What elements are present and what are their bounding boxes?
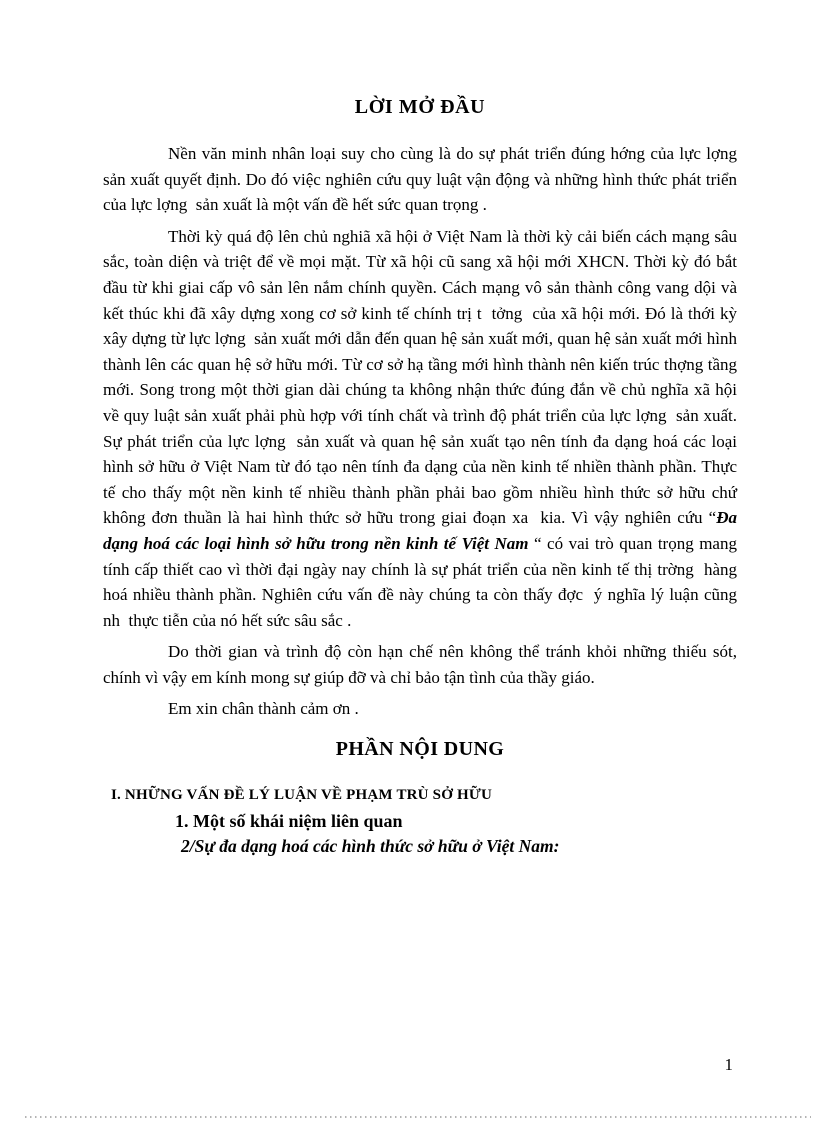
intro-paragraph-3: Do thời gian và trình độ còn hạn chế nên không thể tránh khỏi những thiếu sót, chính vì vậy em kính mong sự giúp đỡ và chỉ bảo tận tình của thầy giáo.: [103, 642, 742, 687]
section-heading-I: I. NHỮNG VẤN ĐỀ LÝ LUẬN VỀ PHẠM TRÙ SỞ HỮU: [111, 787, 493, 804]
intro-paragraph-2: [103, 224, 742, 634]
essay-title-quote: Đa dạng hoá các loại hình sở hữu trong nền kinh tế Việt Nam: [103, 508, 742, 553]
page-content: [103, 96, 746, 857]
paragraph-text-before-quote: Thời kỳ quá độ lên chủ nghiã xã hội ở Việt Nam là thời kỳ cải biến cách mạng sâu sắc, toàn diện và triệt để về mọi mặt. Từ xã hội cũ sang xã hội mới XHCN. Thời kỳ đó bắt đầu từ khi giai cấp vô sản lên nắm chính quyền. Cách mạng vô sản thành công vang dội và kết thúc khi đã xây dựng xong cơ sở kinh tế chính trị t tởng của xã hội mới. Đó là thới kỳ xây dựng từ lực lợng sản xuất mới dẫn đến quan hệ sản xuất mới, quan hệ sản xuất mới hình thành lên các quan hệ sở hữu mới. Từ cơ sở hạ tầng mới hình thành nên kiến trúc thợng tầng mới. Song trong một thời gian dài chúng ta không nhận thức đúng đắn về chủ nghĩa xã hội về quy luật sản xuất phải phù hợp với tính chất và trình độ phát triển của lực lợng sản xuất. Sự phát triển của lực lợng sản xuất và quan hệ sản xuất tạo nên tính đa dạng hoá các loại hình sở hữu ở Việt Nam từ đó tạo nên tính đa dạng của nền kinh tế nhiền thành phần. Thực tế cho thấy một nền kinh tế nhiều thành phần phải bao gồm nhiều hình thức sở hữu chứ không đơn thuần là hai hình thức sở hữu trong giai đoạn xa kia. Vì vậy nghiên cứu “: [103, 226, 742, 528]
page-number: 1: [724, 1055, 733, 1074]
content-heading: PHẦN NỘI DUNG: [335, 738, 505, 761]
intro-heading: LỜI MỞ ĐẦU: [354, 96, 486, 118]
section-item-2: 2/Sự đa dạng hoá các hình thức sở hữu ở Việt Nam:: [181, 836, 560, 857]
paragraph-text-after-quote: “ có vai trò quan trọng mang tính cấp thiết cao vì thời đại ngày nay chính là sự phát triển của nền kinh tế thị trờng hàng hoá nhiều thành phần. Nghiên cứu vấn đề này chúng ta còn thấy đợc ý nghĩa lý luận cũng nh thực tiễn của nó hết sức sâu sắc .: [103, 533, 742, 630]
intro-paragraph-1: Nền văn minh nhân loại suy cho cùng là do sự phát triển đúng hớng của lực lợng sản xuất quyết định. Do đó việc nghiên cứu quy luật vận động và những hình thức phát triển của lực lợng sản xuất là một vấn đề hết sức quan trọng .: [103, 144, 746, 215]
thanks-line: Em xin chân thành cảm ơn .: [168, 699, 359, 719]
section-item-1: 1. Một số khái niệm liên quan: [175, 811, 403, 832]
bottom-dotted-divider: [25, 1116, 811, 1118]
